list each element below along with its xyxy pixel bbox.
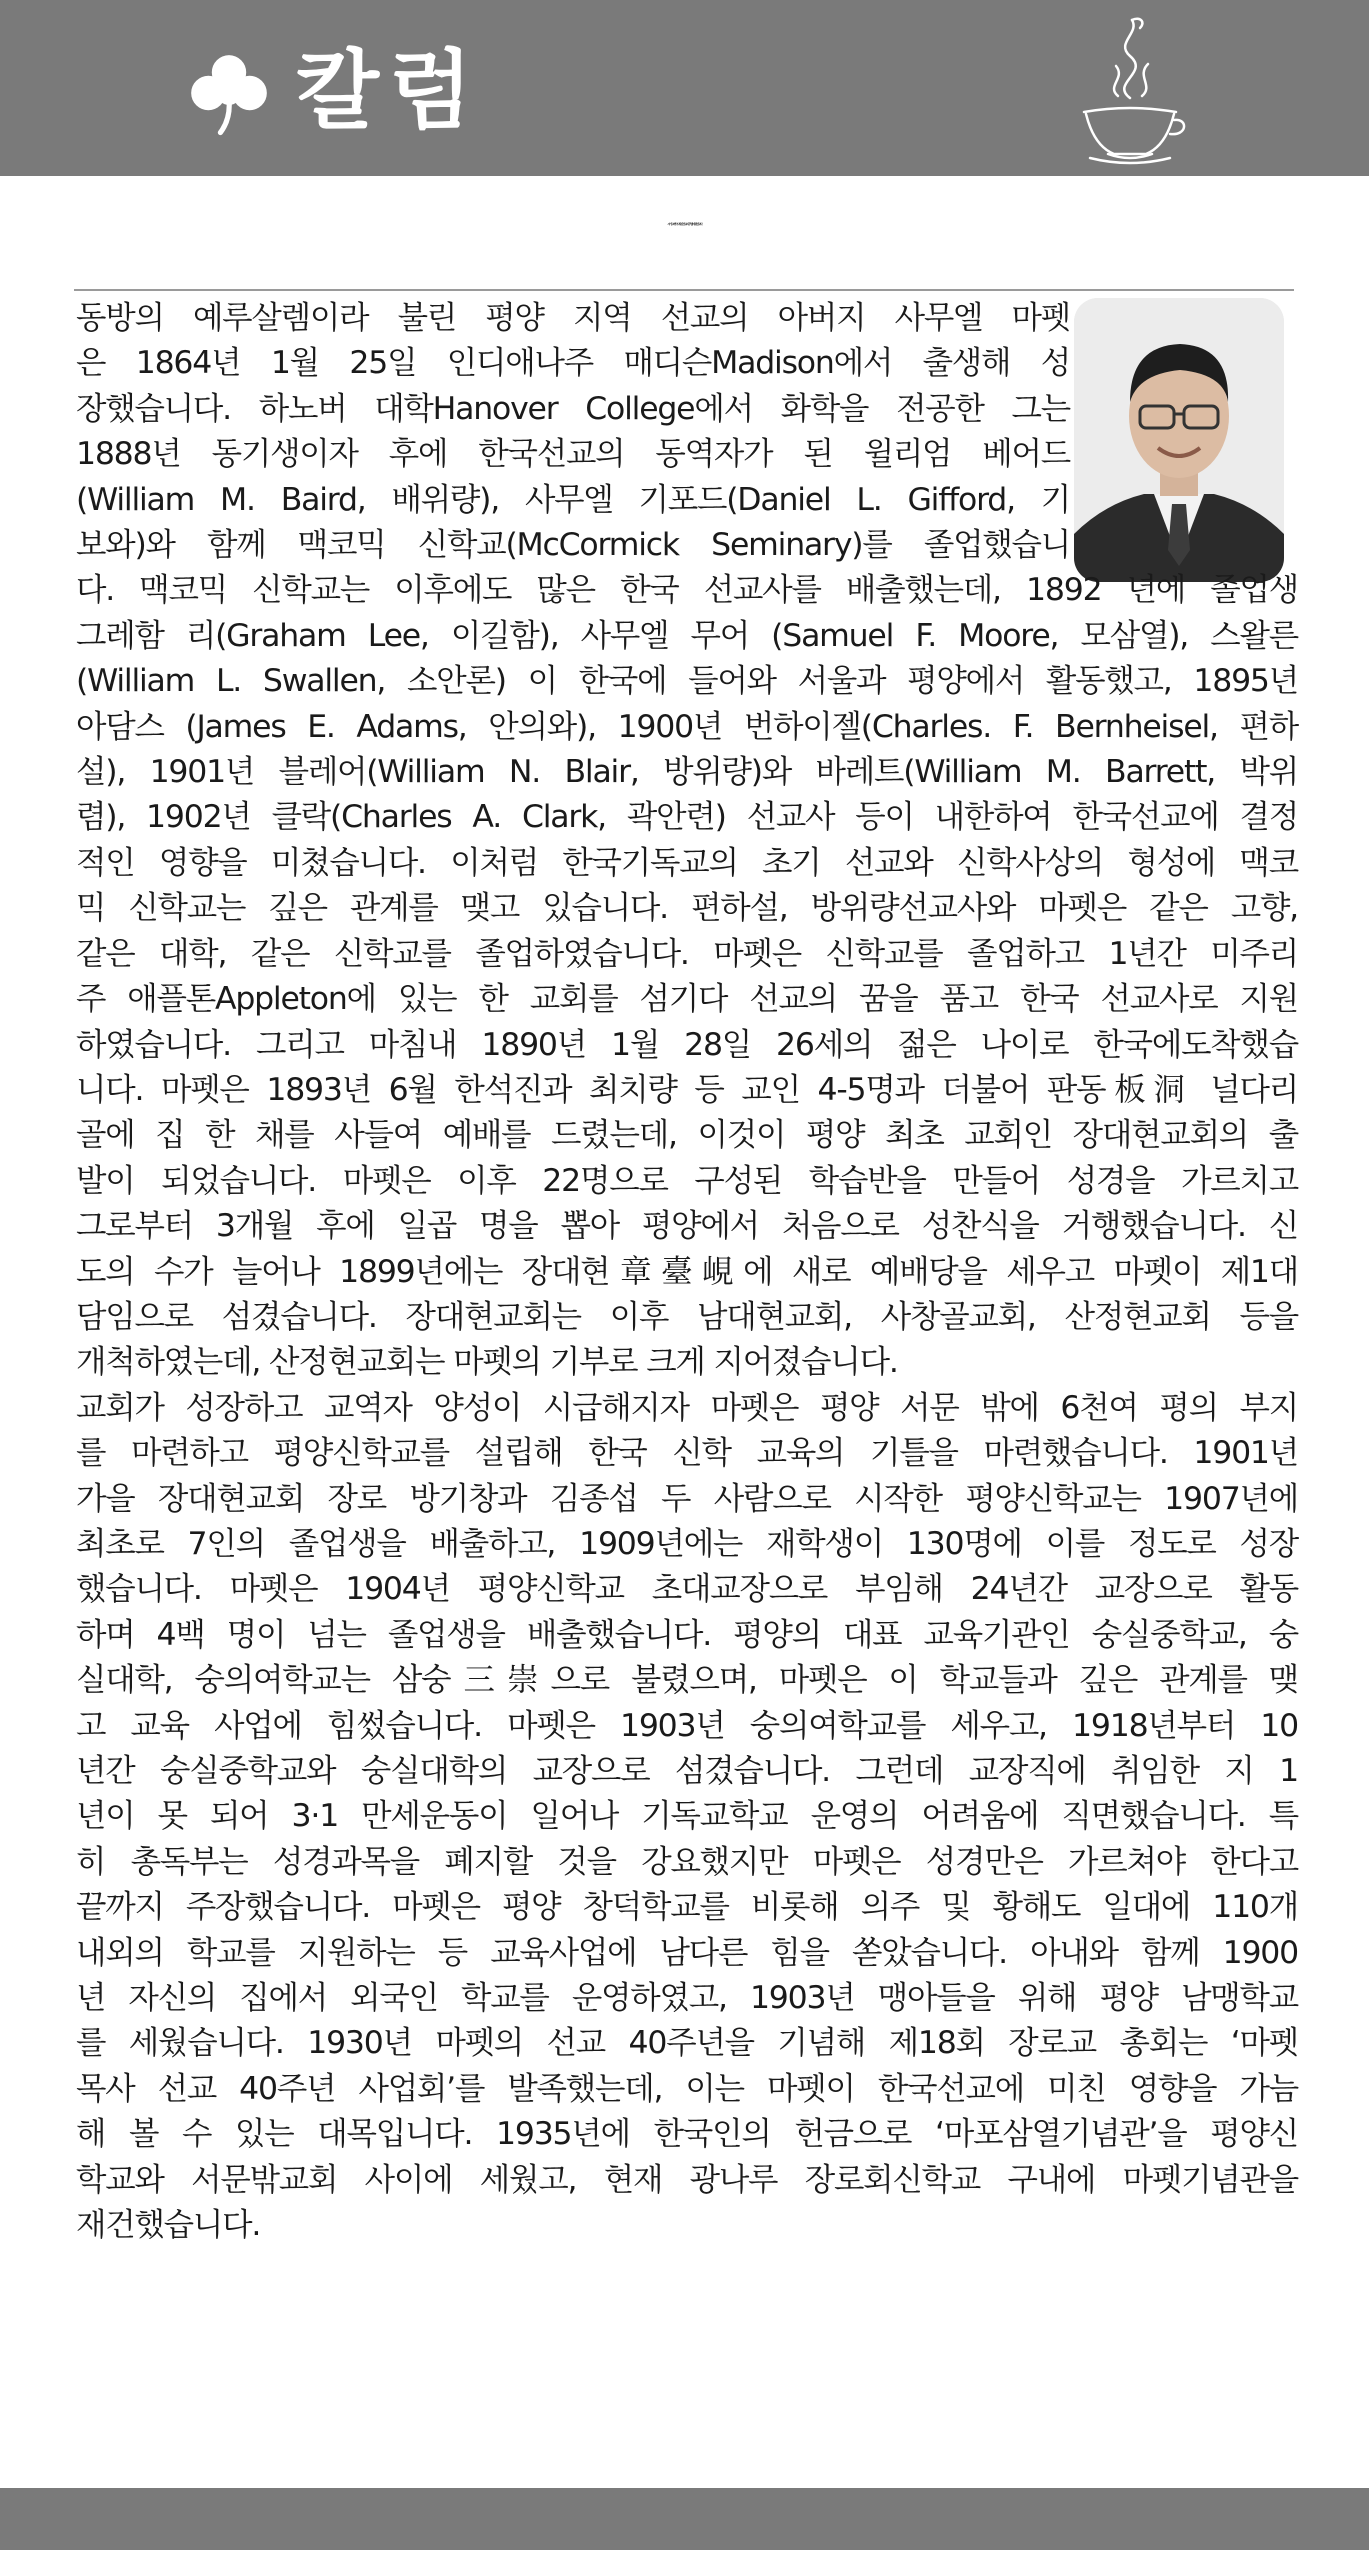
text-line: 장했습니다. 하노버 대학Hanover College에서 화학을 전공한 그는 [76, 390, 1070, 427]
text-line: 그레함 리(Graham Lee, 이길함), 사무엘 무어 (Samuel F. Moore, 모삼열), 스왈른 [76, 617, 1298, 654]
text-line: 학교와 서문밖교회 사이에 세웠고, 현재 광나루 장로회신학교 구내에 마펫기념관을 [76, 2161, 1298, 2198]
text-line: 재건했습니다. [76, 2207, 261, 2244]
text-line: 은 1864년 1월 25일 인디애나주 매디슨Madison에서 출생해 성 [76, 345, 1070, 382]
text-line: 담임으로 섬겼습니다. 장대현교회는 이후 남대현교회, 사창골교회, 산정현교회 등을 [76, 1298, 1298, 1335]
text-line: 렴), 1902년 클락(Charles A. Clark, 곽안련) 선교사 등이 내한하여 한국선교에 결정 [76, 799, 1298, 836]
text-line: 니다. 마펫은 1893년 6월 한석진과 최치량 등 교인 4-5명과 더불어 판동板洞 널다리 [76, 1071, 1298, 1108]
text-line: 하며 4백 명이 넘는 졸업생을 배출했습니다. 평양의 대표 교육기관인 숭실중학교, 숭 [76, 1616, 1298, 1653]
text-line: 하였습니다. 그리고 마침내 1890년 1월 28일 26세의 젊은 나이로 한국에도착했습 [76, 1026, 1298, 1063]
text-line: 발이 되었습니다. 마펫은 이후 22명으로 구성된 학습반을 만들어 성경을 가르치고 [76, 1162, 1298, 1199]
footer-bar [0, 2488, 1369, 2550]
text-line: 교회가 성장하고 교역자 양성이 시급해지자 마펫은 평양 서문 밖에 6천여 평의 부지 [76, 1389, 1298, 1426]
text-line: 년 자신의 집에서 외국인 학교를 운영하였고, 1903년 맹아들을 위해 평양 남맹학교 [76, 1980, 1298, 2017]
text-line: 주 애플톤Appleton에 있는 한 교회를 섬기다 선교의 꿈을 품고 한국 선교사로 지원 [76, 981, 1298, 1018]
article-title: 시카고에서 시작된 선교: 사무엘 마펫 선교사 [667, 222, 702, 226]
text-line: 최초로 7인의 졸업생을 배출하고, 1909년에는 재학생이 130명에 이를 정도로 성장 [76, 1525, 1298, 1562]
text-line: 내외의 학교를 지원하는 등 교육사업에 남다른 힘을 쏟았습니다. 아내와 함께 1900 [76, 1934, 1298, 1971]
text-line: 를 세웠습니다. 1930년 마펫의 선교 40주년을 기념해 제18회 장로교 총회는 ‘마펫 [76, 2025, 1298, 2062]
text-line: 히 총독부는 성경과목을 폐지할 것을 강요했지만 마펫은 성경만은 가르쳐야 한다고 [76, 1843, 1298, 1880]
text-line: 고 교육 사업에 힘썼습니다. 마펫은 1903년 숭의여학교를 세우고, 1918년부터 10 [76, 1707, 1298, 1744]
text-line: 동방의 예루살렘이라 불린 평양 지역 선교의 아버지 사무엘 마펫 [76, 300, 1070, 336]
text-line: (William M. Baird, 배위량), 사무엘 기포드(Daniel L. Gifford, 기 [76, 481, 1070, 518]
text-line: 보와)와 함께 맥코믹 신학교(McCormick Seminary)를 졸업했습니 [76, 527, 1070, 564]
text-line: 개척하였는데, 산정현교회는 마펫의 기부로 크게 지어졌습니다. [76, 1344, 898, 1381]
column-title: 칼럼 [296, 41, 483, 141]
text-line: 그로부터 3개월 후에 일곱 명을 뽑아 평양에서 처음으로 성찬식을 거행했습니다. 신 [76, 1208, 1299, 1245]
text-line: 가을 장대현교회 장로 방기창과 김종섭 두 사람으로 시작한 평양신학교는 1907년에 [76, 1480, 1298, 1517]
text-line: 를 마련하고 평양신학교를 설립해 한국 신학 교육의 기틀을 마련했습니다. 1901년 [76, 1435, 1298, 1472]
text-line: 했습니다. 마펫은 1904년 평양신학교 초대교장으로 부임해 24년간 교장으로 활동 [76, 1571, 1298, 1608]
title-divider [74, 289, 1294, 291]
text-line: 해 볼 수 있는 대목입니다. 1935년에 한국인의 헌금으로 ‘마포삼열기념관’을 평양신 [76, 2116, 1298, 2153]
text-line: 적인 영향을 미쳤습니다. 이처럼 한국기독교의 초기 선교와 신학사상의 형성에 맥코 [76, 844, 1298, 881]
text-line: 같은 대학, 같은 신학교를 졸업하였습니다. 마펫은 신학교를 졸업하고 1년간 미주리 [76, 935, 1299, 972]
text-line: 년이 못 되어 3·1 만세운동이 일어나 기독교학교 운영의 어려움에 직면했습니다. 특 [76, 1798, 1298, 1835]
article-body [76, 296, 1298, 2248]
text-line: 믹 신학교는 깊은 관계를 맺고 있습니다. 편하설, 방위량선교사와 마펫은 같은 고향, [76, 890, 1298, 927]
text-line: 1888년 동기생이자 후에 한국선교의 동역자가 된 윌리엄 베어드 [76, 436, 1070, 473]
header-bar [0, 0, 1369, 176]
text-line: 끝까지 주장했습니다. 마펫은 평양 창덕학교를 비롯해 의주 및 황해도 일대에 110개 [76, 1889, 1298, 1926]
text-line: (William L. Swallen, 소안론) 이 한국에 들어와 서울과 평양에서 활동했고, 1895년 [76, 663, 1298, 700]
text-line: 실대학, 숭의여학교는 삼숭三崇으로 불렸으며, 마펫은 이 학교들과 깊은 관계를 맺 [76, 1662, 1298, 1699]
text-line: 도의 수가 늘어나 1899년에는 장대현章臺峴에 새로 예배당을 세우고 마펫이 제1대 [76, 1253, 1298, 1290]
text-line: 다. 맥코믹 신학교는 이후에도 많은 한국 선교사를 배출했는데, 1892 년에 졸업생 [76, 572, 1298, 609]
text-line: 아담스 (James E. Adams, 안의와), 1900년 번하이젤(Charles. F. Bernheisel, 편하 [76, 708, 1298, 745]
text-line: 골에 집 한 채를 사들여 예배를 드렸는데, 이것이 평양 최초 교회인 장대현교회의 출 [76, 1117, 1298, 1154]
text-line: 목사 선교 40주년 사업회’를 발족했는데, 이는 마펫이 한국선교에 미친 영향을 가늠 [76, 2070, 1298, 2107]
text-line: 년간 숭실중학교와 숭실대학의 교장으로 섬겼습니다. 그런데 교장직에 취임한 지 1 [76, 1753, 1298, 1789]
steaming-cup-icon [1070, 8, 1190, 170]
clover-icon [186, 50, 272, 136]
text-line: 설), 1901년 블레어(William N. Blair, 방위량)와 바레트(William M. Barrett, 박위 [76, 754, 1298, 791]
